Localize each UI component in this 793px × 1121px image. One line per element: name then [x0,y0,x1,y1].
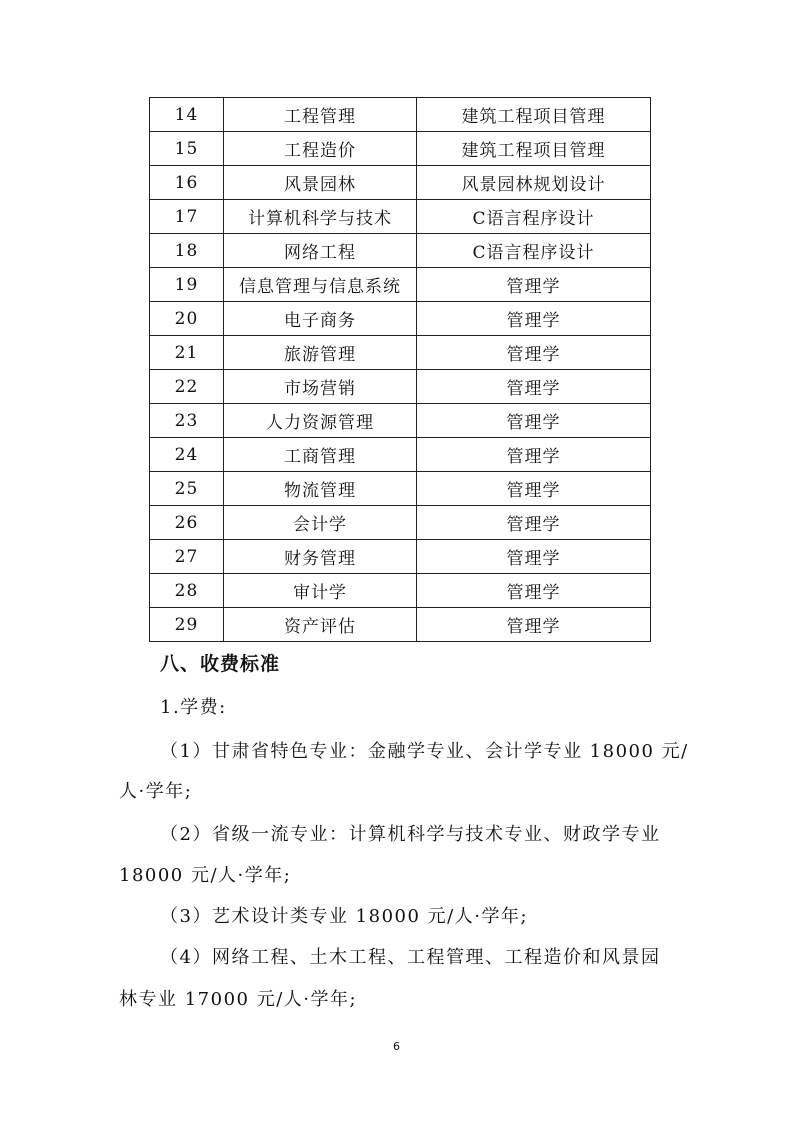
major-name-cell: 风景园林 [224,166,417,200]
row-number-cell: 25 [150,472,224,506]
row-number-cell: 21 [150,336,224,370]
exam-course-cell: 管理学 [417,268,651,302]
row-number-cell: 29 [150,608,224,642]
table-row [150,404,651,438]
row-number-cell: 14 [150,98,224,132]
exam-course-cell: 管理学 [417,336,651,370]
major-name-cell: 信息管理与信息系统 [224,268,417,302]
row-number-cell: 27 [150,540,224,574]
row-number-cell: 22 [150,370,224,404]
row-number-cell: 16 [150,166,224,200]
table-row [150,574,651,608]
tuition-item-2-line-2: 18000 元/人·学年; [119,865,292,886]
exam-course-cell: 风景园林规划设计 [417,166,651,200]
row-number-cell: 15 [150,132,224,166]
tuition-item-4-line-1: （4）网络工程、土木工程、工程管理、工程造价和风景园 [160,947,661,968]
exam-course-cell: 管理学 [417,540,651,574]
section-heading: 八、收费标准 [160,653,281,675]
row-number-cell: 18 [150,234,224,268]
tuition-item-3: （3）艺术设计类专业 18000 元/人·学年; [160,906,529,927]
exam-course-cell: 建筑工程项目管理 [417,132,651,166]
exam-course-cell: C语言程序设计 [417,200,651,234]
major-name-cell: 工程管理 [224,98,417,132]
table-row [150,540,651,574]
row-number-cell: 20 [150,302,224,336]
exam-course-cell: C语言程序设计 [417,234,651,268]
exam-course-cell: 管理学 [417,370,651,404]
table-row [150,472,651,506]
exam-course-cell: 管理学 [417,608,651,642]
tuition-item-2-line-1: （2）省级一流专业：计算机科学与技术专业、财政学专业 [160,824,661,845]
exam-course-cell: 管理学 [417,404,651,438]
row-number-cell: 23 [150,404,224,438]
major-name-cell: 物流管理 [224,472,417,506]
table-row [150,200,651,234]
exam-course-cell: 管理学 [417,302,651,336]
majors-table-body [150,98,651,642]
major-name-cell: 电子商务 [224,302,417,336]
table-row [150,438,651,472]
table-row [150,132,651,166]
major-name-cell: 旅游管理 [224,336,417,370]
majors-table [149,97,651,642]
tuition-item-4-line-2: 林专业 17000 元/人·学年; [119,989,358,1010]
row-number-cell: 17 [150,200,224,234]
major-name-cell: 工程造价 [224,132,417,166]
table-row [150,608,651,642]
exam-course-cell: 管理学 [417,472,651,506]
tuition-subheading: 1.学费: [160,697,227,718]
row-number-cell: 26 [150,506,224,540]
page-number: 6 [393,1040,400,1053]
row-number-cell: 28 [150,574,224,608]
exam-course-cell: 管理学 [417,438,651,472]
exam-course-cell: 管理学 [417,506,651,540]
table-row [150,98,651,132]
exam-course-cell: 建筑工程项目管理 [417,98,651,132]
table-row [150,336,651,370]
row-number-cell: 24 [150,438,224,472]
table-row [150,166,651,200]
tuition-item-1-line-2: 人·学年; [119,781,193,802]
table-row [150,268,651,302]
row-number-cell: 19 [150,268,224,302]
table-row [150,370,651,404]
major-name-cell: 会计学 [224,506,417,540]
exam-course-cell: 管理学 [417,574,651,608]
tuition-item-1-line-1: （1）甘肃省特色专业：金融学专业、会计学专业 18000 元/ [160,741,689,762]
major-name-cell: 资产评估 [224,608,417,642]
major-name-cell: 工商管理 [224,438,417,472]
table-row [150,302,651,336]
table-row [150,234,651,268]
major-name-cell: 人力资源管理 [224,404,417,438]
major-name-cell: 审计学 [224,574,417,608]
major-name-cell: 市场营销 [224,370,417,404]
major-name-cell: 计算机科学与技术 [224,200,417,234]
major-name-cell: 网络工程 [224,234,417,268]
major-name-cell: 财务管理 [224,540,417,574]
table-row [150,506,651,540]
